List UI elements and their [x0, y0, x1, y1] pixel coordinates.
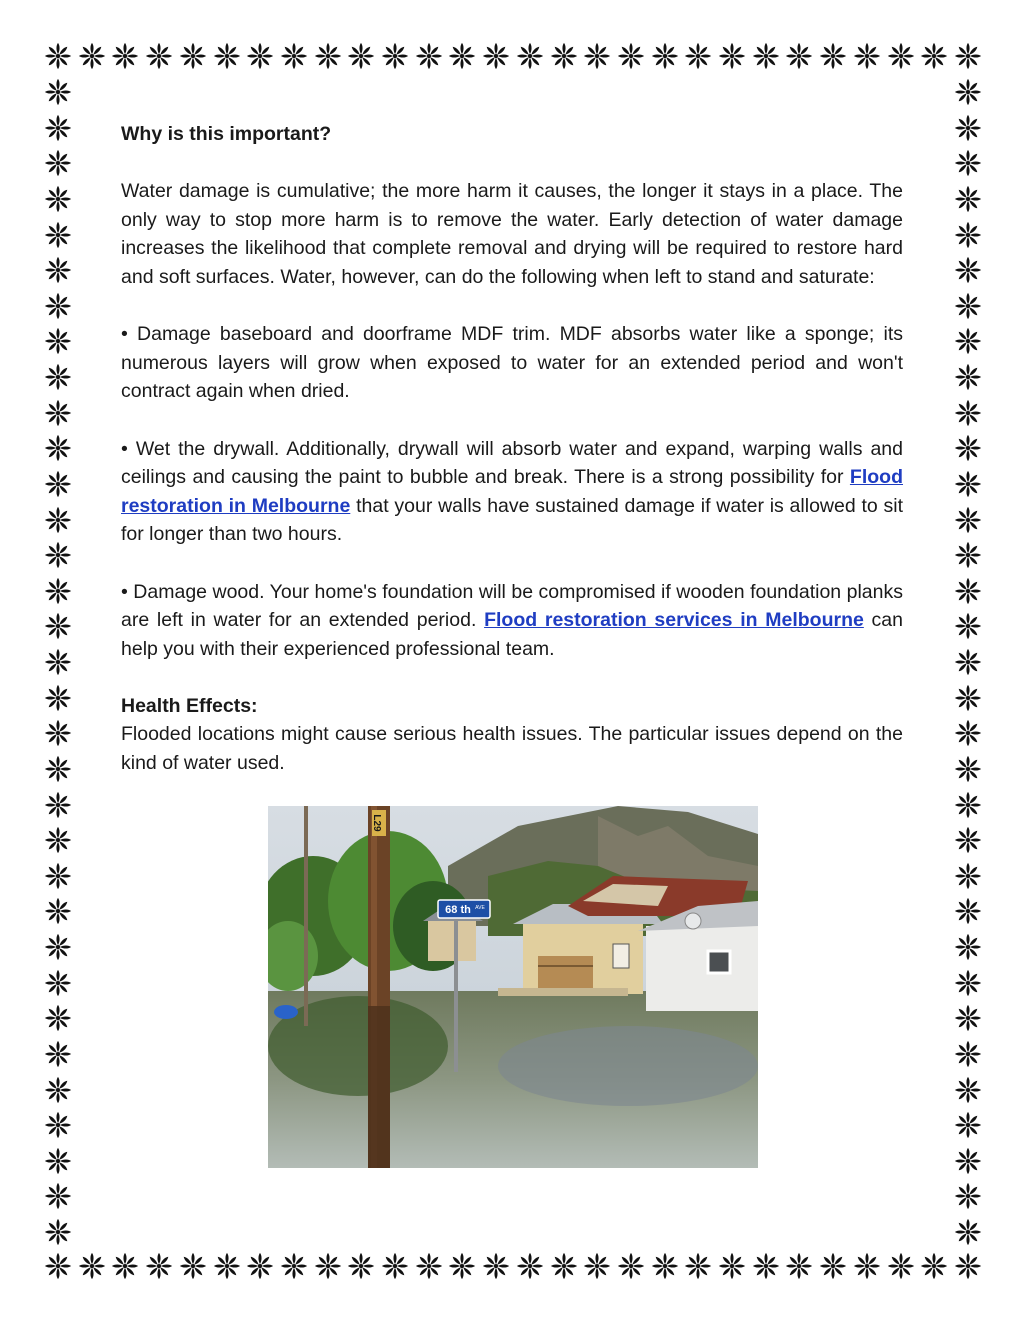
- asterisk-flower-icon: [683, 1250, 713, 1282]
- asterisk-flower-icon: [212, 40, 242, 72]
- asterisk-flower-icon: [717, 40, 747, 72]
- asterisk-flower-icon: [953, 40, 983, 72]
- asterisk-flower-icon: [43, 1074, 73, 1106]
- asterisk-flower-icon: [953, 1109, 983, 1141]
- asterisk-flower-icon: [953, 254, 983, 286]
- asterisk-flower-icon: [953, 325, 983, 357]
- asterisk-flower-icon: [953, 682, 983, 714]
- asterisk-flower-icon: [43, 753, 73, 785]
- asterisk-flower-icon: [919, 40, 949, 72]
- bullet-drywall-text-start: • Wet the drywall. Additionally, drywall will absorb water and expand, warping walls and ceilings and causing the paint to bubble and break. There is a strong possibility for: [121, 437, 903, 489]
- street-sign-suffix: AVE: [475, 905, 485, 911]
- health-paragraph: Flooded locations might cause serious health issues. The particular issues depend on the kind of water used.: [121, 723, 903, 775]
- bullet-drywall: [121, 435, 903, 549]
- asterisk-flower-icon: [43, 967, 73, 999]
- asterisk-flower-icon: [43, 1145, 73, 1177]
- asterisk-flower-icon: [515, 40, 545, 72]
- asterisk-flower-icon: [582, 40, 612, 72]
- asterisk-flower-icon: [953, 290, 983, 322]
- asterisk-flower-icon: [380, 40, 410, 72]
- asterisk-flower-icon: [43, 1216, 73, 1248]
- asterisk-flower-icon: [751, 40, 781, 72]
- asterisk-flower-icon: [346, 40, 376, 72]
- asterisk-flower-icon: [886, 1250, 916, 1282]
- asterisk-flower-icon: [953, 931, 983, 963]
- border-bottom: [43, 1250, 983, 1282]
- asterisk-flower-icon: [245, 1250, 275, 1282]
- asterisk-flower-icon: [77, 1250, 107, 1282]
- intro-paragraph: Water damage is cumulative; the more harm it causes, the longer it stays in a place. The only way to stop more harm is to remove the water. Early detection of water damage increases the likelihood that complete removal and drying will be required to restore hard and soft surfaces. Water, however, can do the following when left to stand and saturate:: [121, 180, 903, 288]
- asterisk-flower-icon: [447, 1250, 477, 1282]
- asterisk-flower-icon: [178, 1250, 208, 1282]
- asterisk-flower-icon: [953, 860, 983, 892]
- asterisk-flower-icon: [953, 1038, 983, 1070]
- asterisk-flower-icon: [43, 824, 73, 856]
- asterisk-flower-icon: [43, 504, 73, 536]
- asterisk-flower-icon: [953, 753, 983, 785]
- asterisk-flower-icon: [77, 40, 107, 72]
- asterisk-flower-icon: [43, 290, 73, 322]
- asterisk-flower-icon: [43, 575, 73, 607]
- asterisk-flower-icon: [650, 1250, 680, 1282]
- asterisk-flower-icon: [953, 1145, 983, 1177]
- asterisk-flower-icon: [549, 1250, 579, 1282]
- asterisk-flower-icon: [953, 76, 983, 108]
- section-heading-importance: Why is this important?: [121, 123, 332, 145]
- asterisk-flower-icon: [144, 40, 174, 72]
- flood-restoration-link[interactable]: Flood restoration in Melbourne: [121, 466, 903, 517]
- asterisk-flower-icon: [43, 468, 73, 500]
- asterisk-flower-icon: [43, 895, 73, 927]
- bullet-drywall-text-end: that your walls have sustained damage if water is allowed to sit for longer than two hours.: [121, 494, 903, 546]
- asterisk-flower-icon: [43, 254, 73, 286]
- asterisk-flower-icon: [245, 40, 275, 72]
- asterisk-flower-icon: [953, 468, 983, 500]
- asterisk-flower-icon: [43, 789, 73, 821]
- asterisk-flower-icon: [313, 40, 343, 72]
- asterisk-flower-icon: [144, 1250, 174, 1282]
- street-sign-text: 68 th: [445, 904, 471, 916]
- flooded-street-photo: [268, 806, 758, 1168]
- asterisk-flower-icon: [717, 1250, 747, 1282]
- asterisk-flower-icon: [650, 40, 680, 72]
- asterisk-flower-icon: [953, 397, 983, 429]
- asterisk-flower-icon: [953, 895, 983, 927]
- asterisk-flower-icon: [43, 539, 73, 571]
- bullet-mdf-trim: • Damage baseboard and doorframe MDF trim. MDF absorbs water like a sponge; its numerous layers will grow when exposed to water for an extended period and won't contract again when dried.: [121, 323, 903, 403]
- asterisk-flower-icon: [279, 40, 309, 72]
- asterisk-flower-icon: [953, 1250, 983, 1282]
- asterisk-flower-icon: [447, 40, 477, 72]
- asterisk-flower-icon: [481, 1250, 511, 1282]
- pole-label: L29: [371, 814, 382, 832]
- asterisk-flower-icon: [43, 219, 73, 251]
- asterisk-flower-icon: [43, 860, 73, 892]
- asterisk-flower-icon: [953, 147, 983, 179]
- asterisk-flower-icon: [43, 361, 73, 393]
- asterisk-flower-icon: [953, 610, 983, 642]
- asterisk-flower-icon: [953, 575, 983, 607]
- asterisk-flower-icon: [43, 1038, 73, 1070]
- asterisk-flower-icon: [43, 40, 73, 72]
- asterisk-flower-icon: [43, 183, 73, 215]
- document-body: [121, 120, 903, 778]
- asterisk-flower-icon: [313, 1250, 343, 1282]
- asterisk-flower-icon: [784, 40, 814, 72]
- asterisk-flower-icon: [582, 1250, 612, 1282]
- asterisk-flower-icon: [886, 40, 916, 72]
- asterisk-flower-icon: [212, 1250, 242, 1282]
- asterisk-flower-icon: [953, 112, 983, 144]
- asterisk-flower-icon: [43, 1180, 73, 1212]
- bullet-wood-text-start: • Damage wood. Your home's foundation will be compromised if wooden foundation planks are left in water for an extended period.: [121, 580, 903, 632]
- asterisk-flower-icon: [43, 432, 73, 464]
- asterisk-flower-icon: [43, 397, 73, 429]
- asterisk-flower-icon: [43, 717, 73, 749]
- asterisk-flower-icon: [953, 504, 983, 536]
- asterisk-flower-icon: [953, 824, 983, 856]
- asterisk-flower-icon: [43, 682, 73, 714]
- asterisk-flower-icon: [43, 147, 73, 179]
- asterisk-flower-icon: [43, 1002, 73, 1034]
- asterisk-flower-icon: [549, 40, 579, 72]
- asterisk-flower-icon: [43, 646, 73, 678]
- asterisk-flower-icon: [818, 1250, 848, 1282]
- border-right: [953, 76, 983, 1248]
- asterisk-flower-icon: [414, 40, 444, 72]
- asterisk-flower-icon: [515, 1250, 545, 1282]
- asterisk-flower-icon: [683, 40, 713, 72]
- asterisk-flower-icon: [953, 1074, 983, 1106]
- asterisk-flower-icon: [110, 1250, 140, 1282]
- asterisk-flower-icon: [953, 219, 983, 251]
- asterisk-flower-icon: [178, 40, 208, 72]
- asterisk-flower-icon: [852, 40, 882, 72]
- asterisk-flower-icon: [43, 112, 73, 144]
- bullet-wood-text-end: can help you with their experienced professional team.: [121, 609, 903, 660]
- asterisk-flower-icon: [953, 539, 983, 571]
- flood-restoration-services-link[interactable]: Flood restoration services in Melbourne: [484, 609, 864, 632]
- asterisk-flower-icon: [616, 40, 646, 72]
- asterisk-flower-icon: [346, 1250, 376, 1282]
- asterisk-flower-icon: [43, 931, 73, 963]
- asterisk-flower-icon: [414, 1250, 444, 1282]
- asterisk-flower-icon: [953, 432, 983, 464]
- asterisk-flower-icon: [110, 40, 140, 72]
- asterisk-flower-icon: [43, 325, 73, 357]
- asterisk-flower-icon: [818, 40, 848, 72]
- asterisk-flower-icon: [953, 789, 983, 821]
- asterisk-flower-icon: [852, 1250, 882, 1282]
- border-top: [43, 40, 983, 72]
- asterisk-flower-icon: [953, 1002, 983, 1034]
- asterisk-flower-icon: [953, 967, 983, 999]
- asterisk-flower-icon: [616, 1250, 646, 1282]
- asterisk-flower-icon: [953, 361, 983, 393]
- asterisk-flower-icon: [279, 1250, 309, 1282]
- bullet-wood: [121, 578, 903, 664]
- asterisk-flower-icon: [481, 40, 511, 72]
- section-heading-health: Health Effects:: [121, 694, 258, 717]
- asterisk-flower-icon: [43, 1109, 73, 1141]
- asterisk-flower-icon: [43, 76, 73, 108]
- asterisk-flower-icon: [380, 1250, 410, 1282]
- asterisk-flower-icon: [953, 646, 983, 678]
- asterisk-flower-icon: [953, 1180, 983, 1212]
- asterisk-flower-icon: [953, 1216, 983, 1248]
- asterisk-flower-icon: [751, 1250, 781, 1282]
- border-left: [43, 76, 73, 1248]
- asterisk-flower-icon: [953, 717, 983, 749]
- asterisk-flower-icon: [43, 1250, 73, 1282]
- asterisk-flower-icon: [919, 1250, 949, 1282]
- asterisk-flower-icon: [784, 1250, 814, 1282]
- asterisk-flower-icon: [953, 183, 983, 215]
- asterisk-flower-icon: [43, 610, 73, 642]
